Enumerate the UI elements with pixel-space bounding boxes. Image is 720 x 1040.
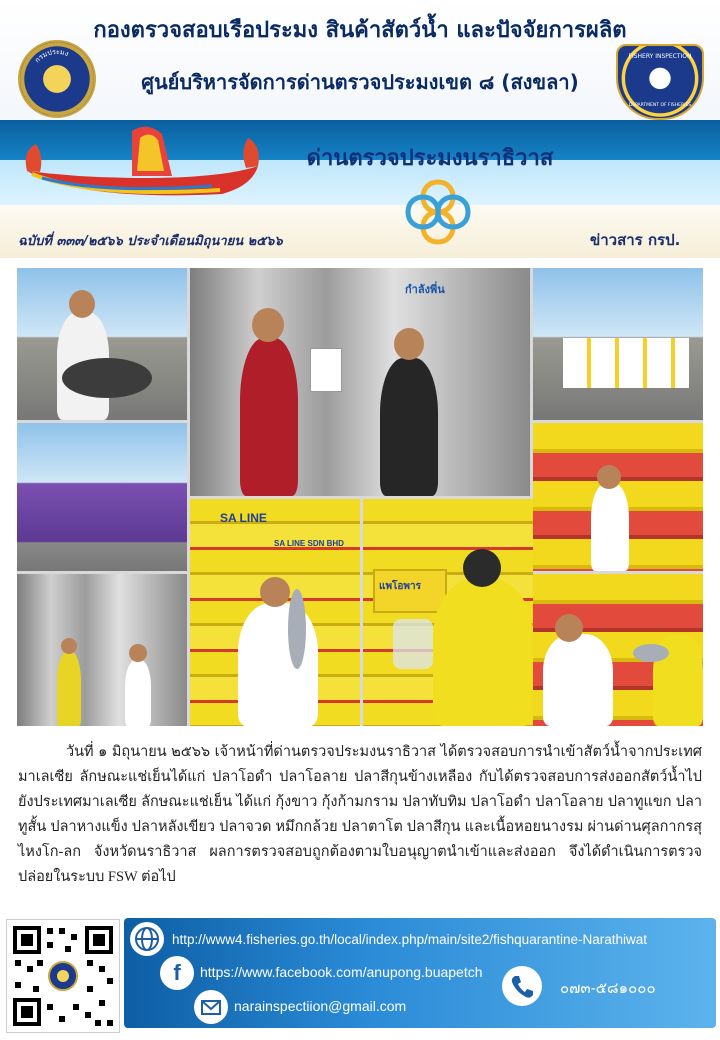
news-label: ข่าวสาร กรป. (590, 231, 681, 249)
contact-panel (124, 918, 716, 1028)
photo-yellow-crates-inspection (190, 499, 360, 726)
website-link[interactable]: http://www4.fisheries.go.th/local/index.php/main/site2/fishquarantine-Narathiwat (172, 932, 647, 947)
department-seal-icon (18, 40, 96, 118)
photo-collage (17, 268, 703, 726)
left-seal-text: กรมประมง (33, 47, 70, 65)
header-title-line1: กองตรวจสอบเรือประมง สินค้าสัตว์น้ำ และปัจจัยการผลิต (93, 18, 627, 43)
photo-truck-with-boxes (533, 268, 703, 420)
newsletter-header (0, 0, 720, 258)
phone-icon (502, 966, 542, 1006)
qr-code-icon[interactable] (6, 919, 120, 1033)
truck-brand-label: กำลังพี่น (405, 283, 445, 296)
photo-fish-inspection-crates (533, 423, 703, 571)
facebook-icon: f (160, 956, 194, 990)
issue-number: ฉบับที่ ๓๓๓/๒๕๖๖ ประจำเดือนมิถุนายน ๒๕๖๖ (18, 234, 283, 249)
email-link[interactable]: narainspectiion@gmail.com (234, 998, 407, 1014)
email-icon (194, 990, 228, 1024)
header-title-line2: ศูนย์บริหารจัดการด่านตรวจประมงเขต ๘ (สงขลา) (141, 70, 579, 94)
globe-icon (130, 922, 164, 956)
office-name: ด่านตรวจประมงนราธิวาส (306, 146, 554, 171)
news-body-text: วันที่ ๑ มิถุนายน ๒๕๖๖ เจ้าหน้าที่ด่านตรวจประมงนราธิวาส ได้ตรวจสอบการนำเข้าสัตว์น้ำจากประเทศมาเลเซีย ลักษณะแช่เย็นได้แก่ ปลาโอดำ ปลาโอลาย ปลาสีกุนข้างเหลือง กับได้ตรวจสอบการส่งออกสัตว์น้ำไปยังประเทศมาเลเซีย ลักษณะแช่เย็น ได้แก่ กุ้งขาว กุ้งก้ามกราม ปลาทับทิม ปลาโอดำ ปลาโอลาย ปลาทูแขก ปลาทูสั้น ปลาหางแข็ง ปลาหลังเขียว ปลาจวด หมึกกล้วย ปลาตาโต ปลาสีกุน และเนื้อหอยนางรม ผ่านด่านศุลกากรสุไหงโก-ลก จังหวัดนราธิวาส ผลการตรวจสอบถูกต้องตามใบอนุญาตนำเข้าและส่งออก จึงได้ดำเนินการตรวจปล่อยในระบบ FSW ต่อไป (18, 744, 702, 885)
ribbon-logo-icon (398, 172, 478, 252)
photo-document-handover (190, 268, 530, 496)
right-seal-text-bottom: DEPARTMENT OF FISHERIES (628, 103, 692, 108)
facebook-link[interactable]: https://www.facebook.com/anupong.buapetch (200, 964, 483, 980)
photo-inspector-fish-bag (363, 499, 533, 726)
right-seal-text-top: FISHERY INSPECTION (628, 53, 692, 60)
crate-red-label: แพโอพาร (379, 581, 421, 592)
phone-number[interactable]: ๐๗๓-๕๘๑๐๐๐ (560, 980, 656, 997)
fishery-inspection-badge-icon (616, 44, 704, 120)
photo-purple-crates (17, 423, 187, 571)
photo-worker-holding-fish (17, 268, 187, 420)
crate-label: SA LINE (220, 511, 267, 525)
crate-label-2: SA LINE SDN BHD (274, 539, 344, 548)
korlae-boat-icon (22, 116, 262, 206)
photo-truck-unloading (17, 574, 187, 726)
photo-inspector-fish-crates (533, 574, 703, 726)
svg-text:กรมประมง (33, 48, 69, 64)
